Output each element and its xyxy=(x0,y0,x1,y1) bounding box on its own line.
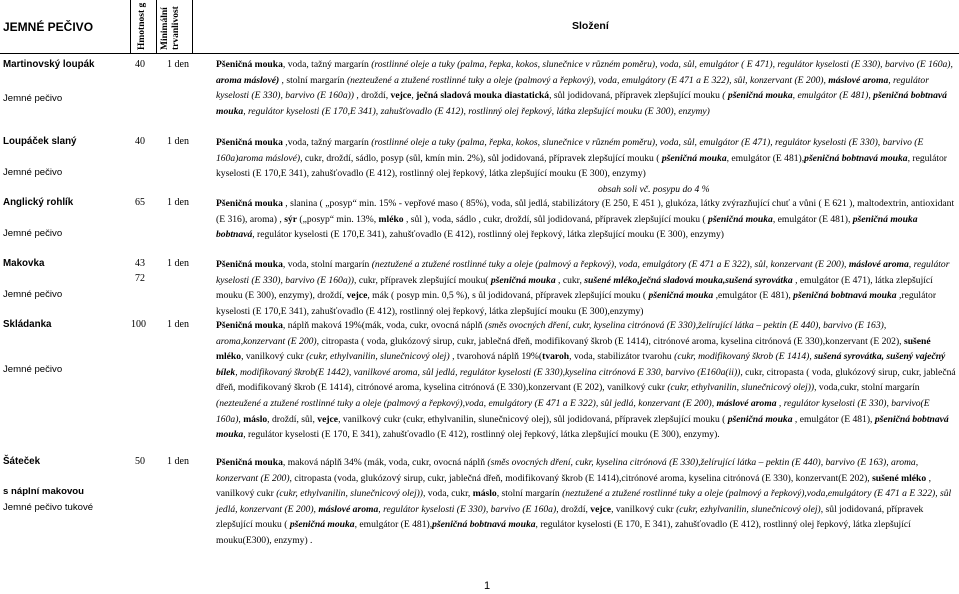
header-cell-product xyxy=(0,0,131,53)
header-weight-label: Hmotnost g xyxy=(137,2,147,50)
product-weight: 100 xyxy=(131,319,146,330)
product-shelf-life: 1 den xyxy=(167,59,189,70)
product-shelf-life: 1 den xyxy=(167,456,189,467)
header-divider xyxy=(0,53,959,54)
product-name: Anglický rohlík xyxy=(3,197,74,208)
product-category: Jemné pečivo xyxy=(3,167,63,178)
product-shelf-life: 1 den xyxy=(167,319,189,330)
product-weight: 40 xyxy=(135,136,145,147)
product-shelf-life: 1 den xyxy=(167,258,189,269)
header-title: JEMNÉ PEČIVO xyxy=(3,20,94,34)
product-weight-alt: 72 xyxy=(135,273,145,284)
product-composition: Pšeničná mouka, voda, stolní margarín (neztužené a ztužené rostlinné tuky a oleje (palmový a řepkový), voda, emulgátory (E 471 a E 322), sůl, konzervant (E 200), máslové aroma, regulátor kyselosti (E 330), barvivo (E 160a)), cukr, přípravek zlepšující mouku( pšeničná mouka , cukr, sušené mléko,ječná sladová mouka,sušená syrovátka , emulgátor (E 471), látka zlepšující mouku (E 300), enzymy), droždí, vejce, mák ( posyp min. 0,5 %), s ůl jodidovaná, přípravek zlepšující mouku ( pšeničná mouka ,emulgátor (E 481), pšeničná bobtnavá mouka ,regulátor kyselosti (E 170,E 341), zahušťovadlo (E 412), rostlinný olej řepkový, látka zlepšující mouku (E 300),enzymy) xyxy=(216,259,950,317)
header-shelf-label: Minimální trvanlivost xyxy=(160,6,181,50)
product-shelf-life: 1 den xyxy=(167,136,189,147)
product-composition: Pšeničná mouka ,voda, tažný margarín (rostlinné oleje a tuky (palma, řepka, kokos, slunečnice v různém poměru), voda, sůl, emulgátor (E 471), regulátor kyselosti (E 330), barvivo (E 160a)aroma máslové), cukr, droždí, sádlo, posyp (sůl, kmín min. 2%), sůl jodidovaná, přípravek zlepšující mouku ( pšeničná mouka, emulgátor (E 481),pšeničná bobtnavá mouka, regulátor kyselosti (E 170,E 341), zahušťovadlo (E 412), rostlinný olej řepkový, látka zlepšující mouku (E 300), enzymy) obsah soli vč. posypu do 4 % xyxy=(216,137,948,195)
product-name: Makovka xyxy=(3,258,45,269)
product-composition: Pšeničná mouka, náplň maková 19%(mák, voda, cukr, ovocná náplň (směs ovocných dření, cukr, kyselina citrónová (E 330),želírující látka – pektin (E 440), barvivo (E 163), aroma,konzervant (E 200), citropasta ( voda, glukózový sirup, cukr, jablečná dřeň, modifikovaný škrob (E 1414), citrónové aroma, kyselina citrónová (E 330),konzervant (E 202), sušené mléko, vanilkový cukr (cukr, ethylvanilin, slunečnicový olej) , tvarohová náplň 19%(tvaroh, voda, stabilizátor tvarohu (cukr, modifikovaný škrob (E 1414), sušená syrovátka, sušený vaječný bílek, modifikovaný škrob(E 1442), vanilkové aroma, sůl jedlá, regulátor kyselosti (E 330),kyselina citrónová E 330, barvivo (E160a(ii)), cukr, citropasta ( voda, glukózový sirup, cukr, jablečná dřeň, modifikovaný škrob (E 1414), citrónové aroma, kyselina citrónová (E 330),konzervant (E 202), vanilkový cukr (cukr, ethylvanilin, slunečnicový olej)), voda,cukr, stolní margarín (nezteužené a ztužené rostlinné tuky a oleje (palmový a řepkový),voda, emulgátory (E 471 a E 322), sůl jedlá, konzervant (E 200), máslové aroma , regulátor kyselosti (E 330), barvivo(E 160a), máslo, droždí, sůl, vejce, vanilkový cukr (cukr, ethylvanilin, slunečnicový olej), sůl jodidovaná, přípravek zlepšující mouku ( pšeničná mouka , emulgátor (E 481), pšeničná bobtnavá mouka, regulátor kyselosti (E 170, E 341), zahušťovadlo (E 412), rostlinný olej řepkový, látka zlepšující mouku (E 300), enzymy). xyxy=(216,320,956,441)
product-name: Loupáček slaný xyxy=(3,136,77,147)
product-category: Jemné pečivo tukové xyxy=(3,502,94,513)
product-name: Skládanka xyxy=(3,319,52,330)
product-composition: Pšeničná mouka, maková náplň 34% (mák, voda, cukr, ovocná náplň (směs ovocných dření, cukr, kyselina citrónová (E 330),želírující látka – pektin (E 440), barvivo (E 163), aroma, konzervant (E 200), citropasta (voda, glukózový sirup, cukr, jablečná dřeň, modifikovaný škrob (E 1414),citrónové aroma, kyselina citrónová (E 330), konzervant(E 202), sušené mléko , vanilkový cukr (cukr, ethylvanilin, slunečnicový olej)), voda, cukr, máslo, stolní margarín (neztužené a ztužené rostlinné tuky a oleje (palmový a řepkový),voda,emulgátory (E 471 a E 322), sůl jedlá, konzervant (E 200), máslové aroma, regulátor kyselosti (E 330), barvivo (E 160a), droždí, vejce, vanilkový cukr (cukr, ezhylvanilin, slunečnicový olej), sůl jodidovaná, přípravek zlepšující mouku ( pšeničná mouka, emulgátor (E 481),pšeničná bobtnavá mouka, regulátor kyselosti (E 170, E 341), zahušťovadlo (E 412), rostlinný olej řepkový, látka zlepšující mouku(E300), enzymy) . xyxy=(216,457,952,546)
product-category: Jemné pečivo xyxy=(3,364,63,375)
product-name: Martinovský loupák xyxy=(3,59,95,70)
product-weight: 43 xyxy=(135,258,145,269)
header-composition-label: Složení xyxy=(572,20,609,32)
header-cell-weight xyxy=(131,0,157,53)
product-subtitle: s náplní makovou xyxy=(3,486,85,497)
product-composition: Pšeničná mouka , slanina ( „posyp“ min. 15% - vepřové maso ( 85%), voda, sůl jedlá, stabilizátory (E 250, E 451 ), glukóza, látky zvýrazňující chuť a vůni ( E 621 ), maltodextrin, antioxidant (E 316), aroma) , sýr („posyp“ min. 13%, mléko , sůl ), voda, sádlo , cukr, droždí, sůl jodidovaná, přípravek zlepšující mouku ( pšeničná mouka, emulgátor (E 481), pšeničná mouka bobtnavá, regulátor kyselosti (E 170,E 341), zahušťovadlo (E 412), rostlinný olej řepkový, látka zlepšující mouku (E 300), enzymy) xyxy=(216,198,955,241)
product-category: Jemné pečivo xyxy=(3,228,63,239)
product-shelf-life: 1 den xyxy=(167,197,189,208)
product-composition: Pšeničná mouka, voda, tažný margarín (rostlinné oleje a tuky (palma, řepka, kokos, slunečnice v různém poměru), voda, sůl, emulgátor ( E 471), regulátor kyselosti (E 330), barvivo (E 160a), aroma máslové) , stolní margarín (nezteužené a ztužené rostlinné tuky a oleje (palmový a řepkový), voda, emulgátory (E 471 a E 322), sůl, konzervant (E 200), máslové aroma, regulátor kyselosti (E 330), barvivo (E 160a)) , droždí, vejce, ječná sladová mouka diastatická, sůl jodidovaná, přípravek zlepšující mouku ( pšeničná mouka, emulgátor (E 481), pšeničná bobtnavá mouka, regulátor kyselosti (E 170,E 341), zahušťovadlo (E 412), rostlinný olej řepkový, látka zlepšující mouku (E 300), enzymy) xyxy=(216,59,953,117)
product-weight: 65 xyxy=(135,197,145,208)
product-category: Jemné pečivo xyxy=(3,289,63,300)
product-weight: 50 xyxy=(135,456,145,467)
header-cell-shelf xyxy=(157,0,193,53)
product-category: Jemné pečivo xyxy=(3,93,63,104)
product-weight: 40 xyxy=(135,59,145,70)
product-name: Šáteček xyxy=(3,456,41,467)
table-header xyxy=(0,0,959,53)
page-number: 1 xyxy=(484,580,491,592)
